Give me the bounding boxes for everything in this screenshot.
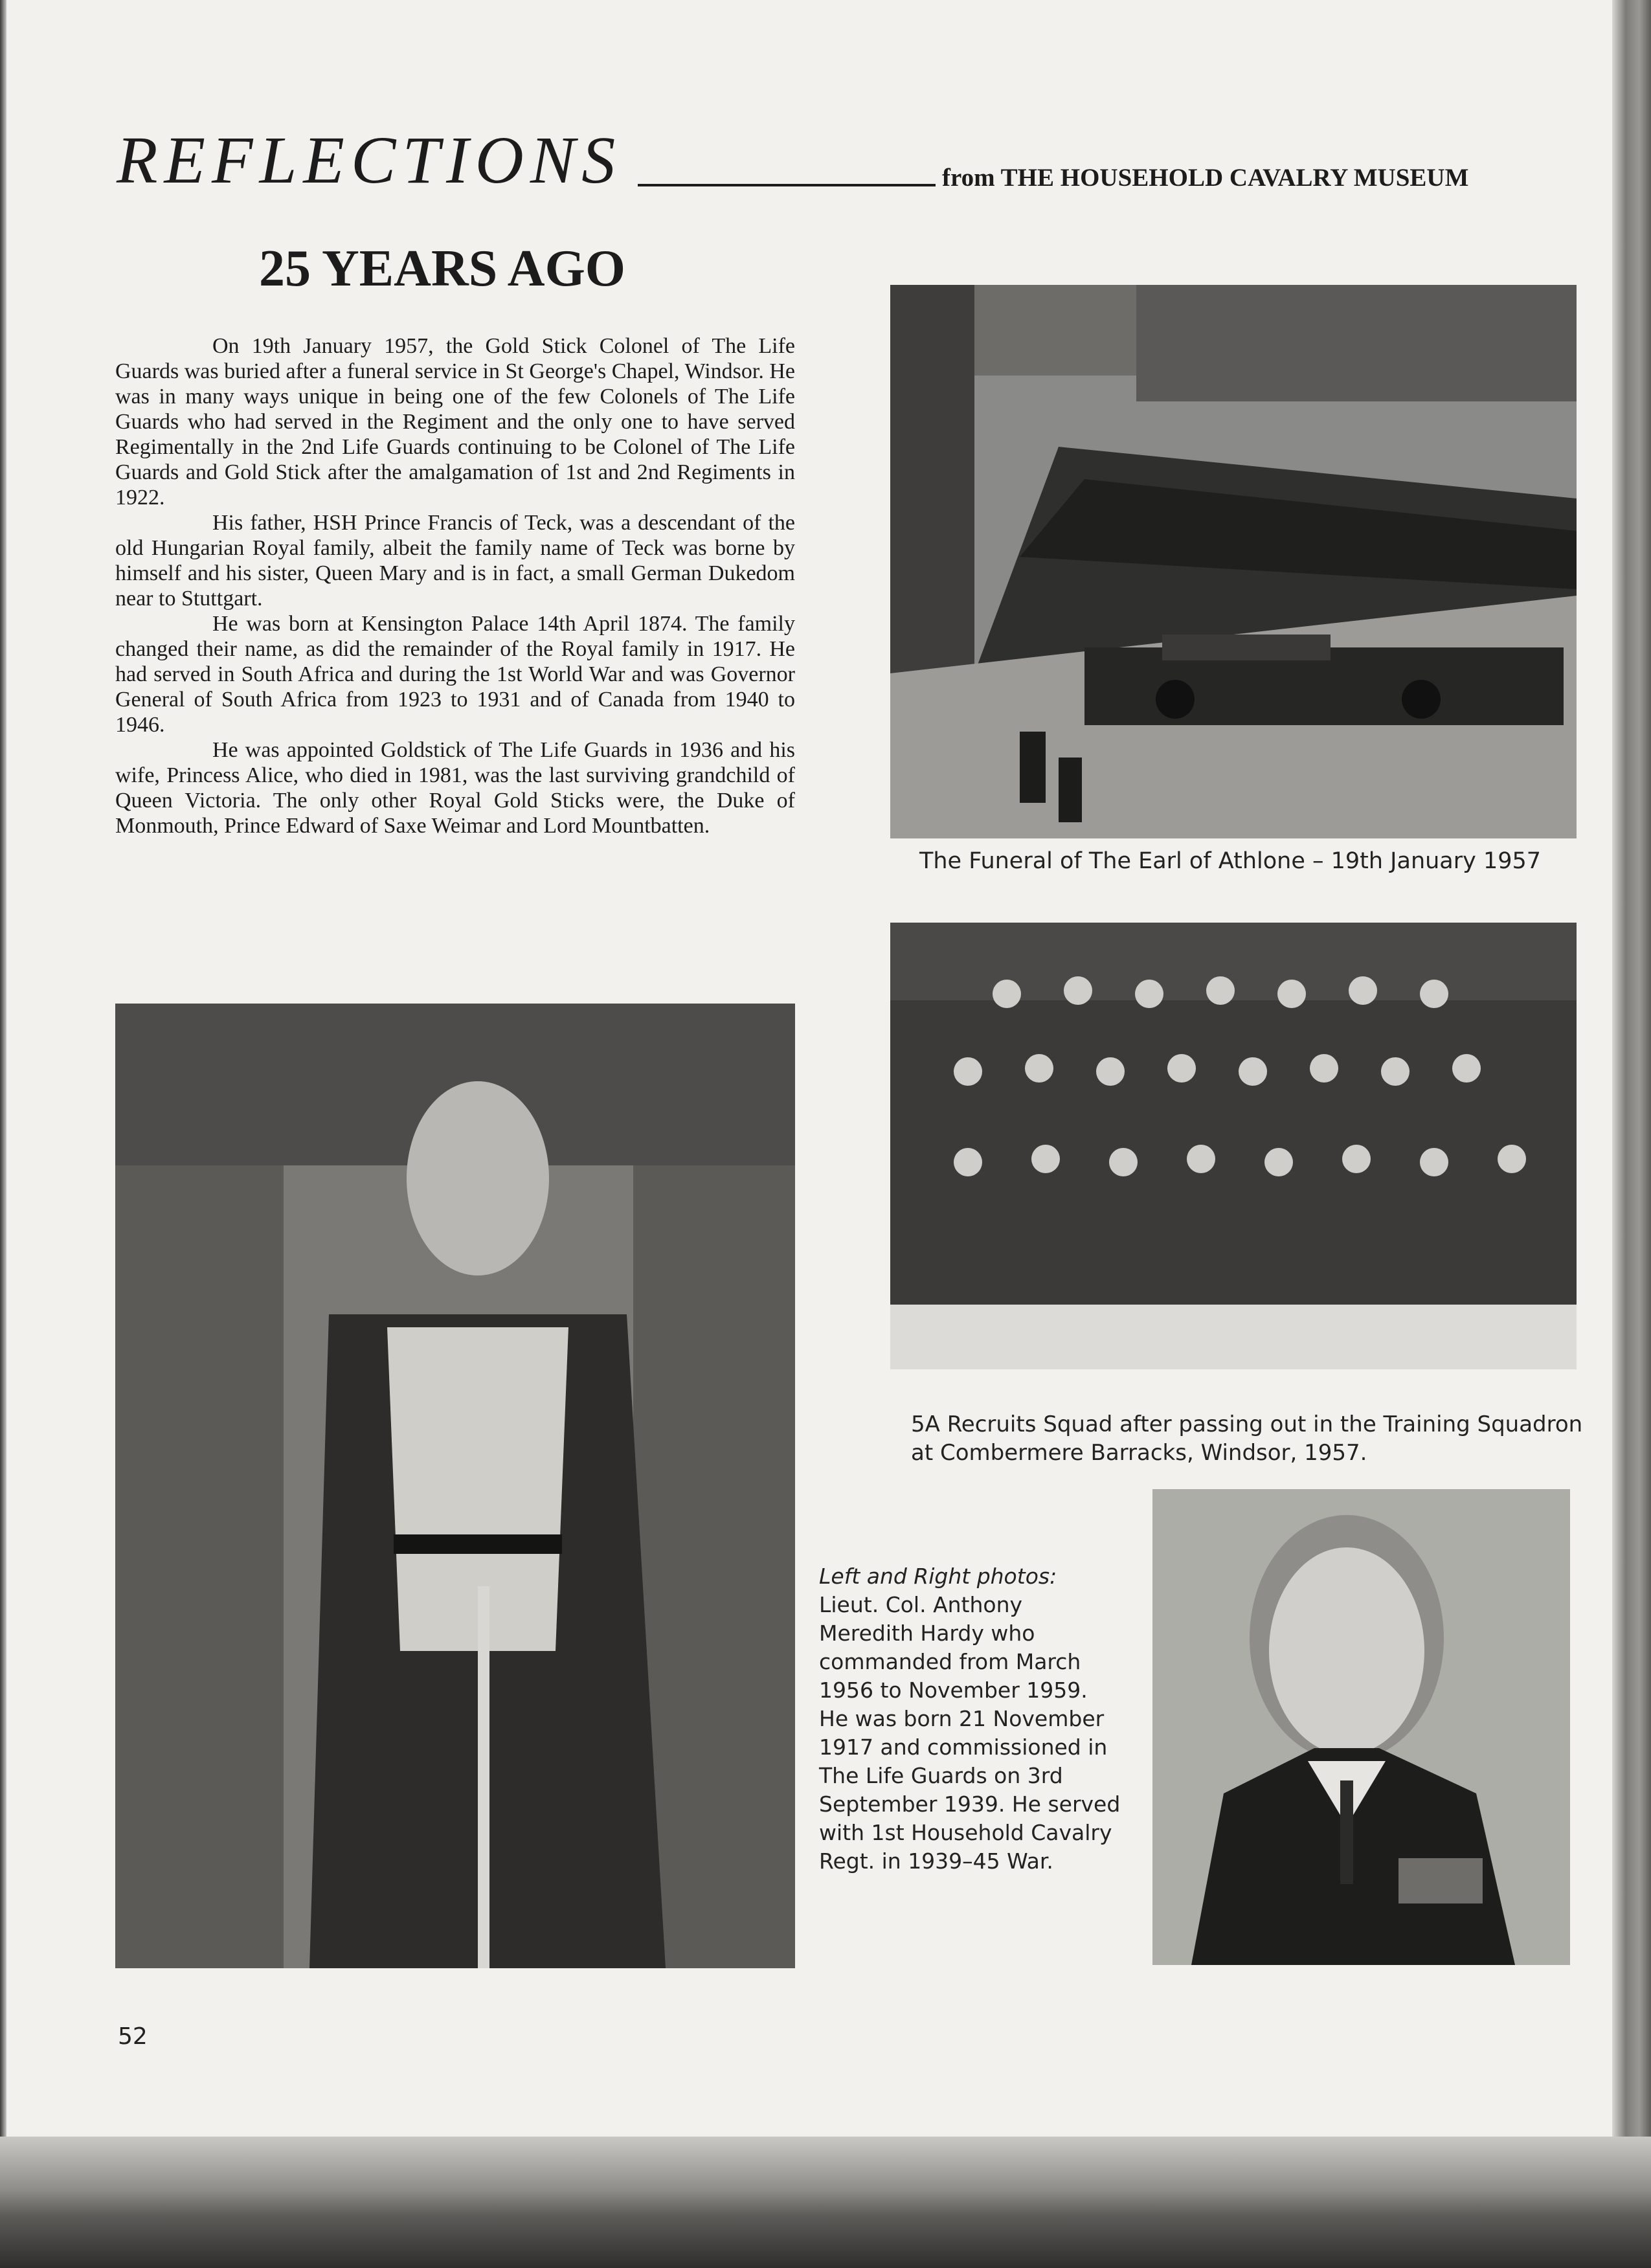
recruits-squad-photo [890,923,1577,1369]
section-title: 25 YEARS AGO [259,240,626,297]
article-paragraph: He was appointed Goldstick of The Life Guards in 1936 and his wife, Princess Alice, who died in 1981, was the last surviving grandchild of Queen Victoria. The only other Royal Gold Sticks were, the Duke of Monmouth, Prince Edward of Saxe Weimar and Lord Mountbatten. [115,738,795,838]
page-number: 52 [118,2023,148,2050]
recruits-squad-caption: 5A Recruits Squad after passing out in the Training Squadron at Combermere Barracks, Windsor, 1957. [911,1411,1583,1466]
header-title: REFLECTIONS [117,123,622,197]
hardy-portrait-photo [1152,1489,1570,1965]
header-source: from THE HOUSEHOLD CAVALRY MUSEUM [942,164,1469,192]
hardy-caption-body: Lieut. Col. Anthony Meredith Hardy who commanded from March 1956 to November 1959. He was born 21 November 1917 and commissioned in The Life Guards on 3rd September 1939. He served with 1st Household Cavalry Regt. in 1939–45 War. [819,1592,1121,1874]
article-paragraph: His father, HSH Prince Francis of Teck, was a descendant of the old Hungarian Royal family, albeit the family name of Teck was borne by himself and his sister, Queen Mary and is in fact, a small German Dukedom near to Stuttgart. [115,511,795,611]
hardy-caption [819,1562,1123,1876]
page-shadow-left [0,0,6,2268]
funeral-caption: The Funeral of The Earl of Athlone – 19th January 1957 [919,848,1542,874]
hardy-caption-lead: Left and Right photos: [819,1564,1057,1589]
page-shadow-bottom [0,2137,1651,2268]
article-paragraph: He was born at Kensington Palace 14th April 1874. The family changed their name, as did the remainder of the Royal family in 1917. He had served in South Africa and during the 1st World War and was Governor General of South Africa from 1923 to 1931 and of Canada from 1940 to 1946. [115,612,795,737]
header-rule [638,184,936,186]
uniform-portrait-photo [115,1004,795,1968]
funeral-photo [890,285,1577,838]
page-shadow-right [1612,0,1651,2268]
article-paragraph: On 19th January 1957, the Gold Stick Colonel of The Life Guards was buried after a funeral service in St George's Chapel, Windsor. He was in many ways unique in being one of the few Colonels of The Life Guards who had served in the Regiment and the only one to have served Regimentally in the 2nd Life Guards continuing to be Colonel of The Life Guards and Gold Stick after the amalgamation of 1st and 2nd Regiments in 1922. [115,334,795,510]
article-body [115,333,795,838]
